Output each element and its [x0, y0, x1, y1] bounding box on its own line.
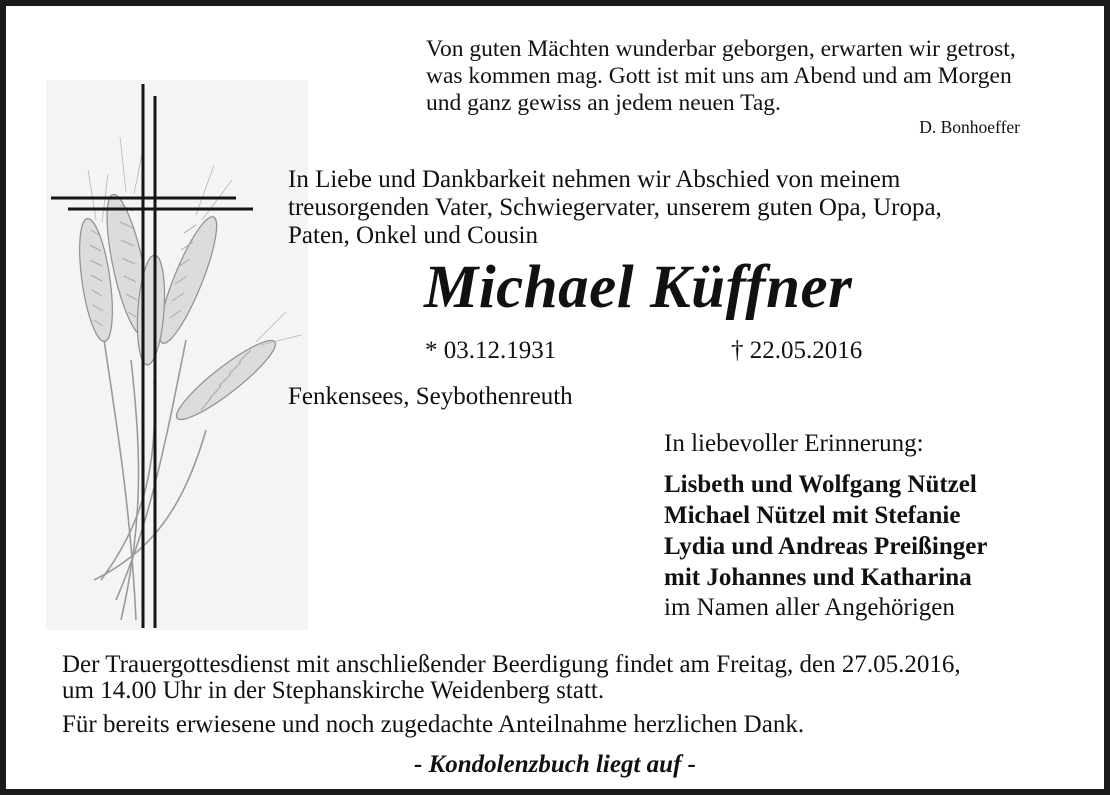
bonhoeffer-quote [426, 36, 1016, 117]
mourner-name: Lydia und Andreas Preißinger [664, 533, 988, 560]
mourners-list [664, 469, 987, 593]
quote-line: Von guten Mächten wunderbar geborgen, erwarten wir getrost, [426, 36, 1016, 62]
death-date: † 22.05.2016 [731, 337, 863, 364]
deceased-name: Michael Küffner [424, 254, 853, 321]
mourner-name: mit Johannes und Katharina [664, 564, 972, 591]
places: Fenkensees, Seybothenreuth [288, 383, 573, 410]
intro-line: In Liebe und Dankbarkeit nehmen wir Abschied von meinem [288, 166, 901, 193]
quote-line: was kommen mag. Gott ist mit uns am Abend und am Morgen [426, 63, 1012, 89]
service-line: Der Trauergottesdienst mit anschließender Beerdigung findet am Freitag, den 27.05.2016, [62, 651, 961, 678]
mourners-footer: im Namen aller Angehörigen [664, 594, 955, 621]
service-info [62, 652, 961, 704]
birth-date: * 03.12.1931 [425, 337, 557, 364]
quote-author: D. Bonhoeffer [919, 117, 1020, 137]
intro-line: Paten, Onkel und Cousin [288, 222, 538, 249]
cross-with-wheat-icon [46, 80, 308, 630]
quote-line: und ganz gewiss an jedem neuen Tag. [426, 90, 781, 116]
thanks-text: Für bereits erwiesene und noch zugedachte Anteilnahme herzlichen Dank. [62, 711, 805, 738]
condolence-note: - Kondolenzbuch liegt auf - [414, 751, 696, 778]
intro-line: treusorgenden Vater, Schwiegervater, unserem guten Opa, Uropa, [288, 194, 942, 221]
mourners-heading: In liebevoller Erinnerung: [664, 430, 924, 457]
mourner-name: Lisbeth und Wolfgang Nützel [664, 471, 977, 498]
service-line: um 14.00 Uhr in der Stephanskirche Weidenberg statt. [62, 677, 605, 704]
intro-text [288, 166, 942, 250]
mourner-name: Michael Nützel mit Stefanie [664, 502, 961, 529]
